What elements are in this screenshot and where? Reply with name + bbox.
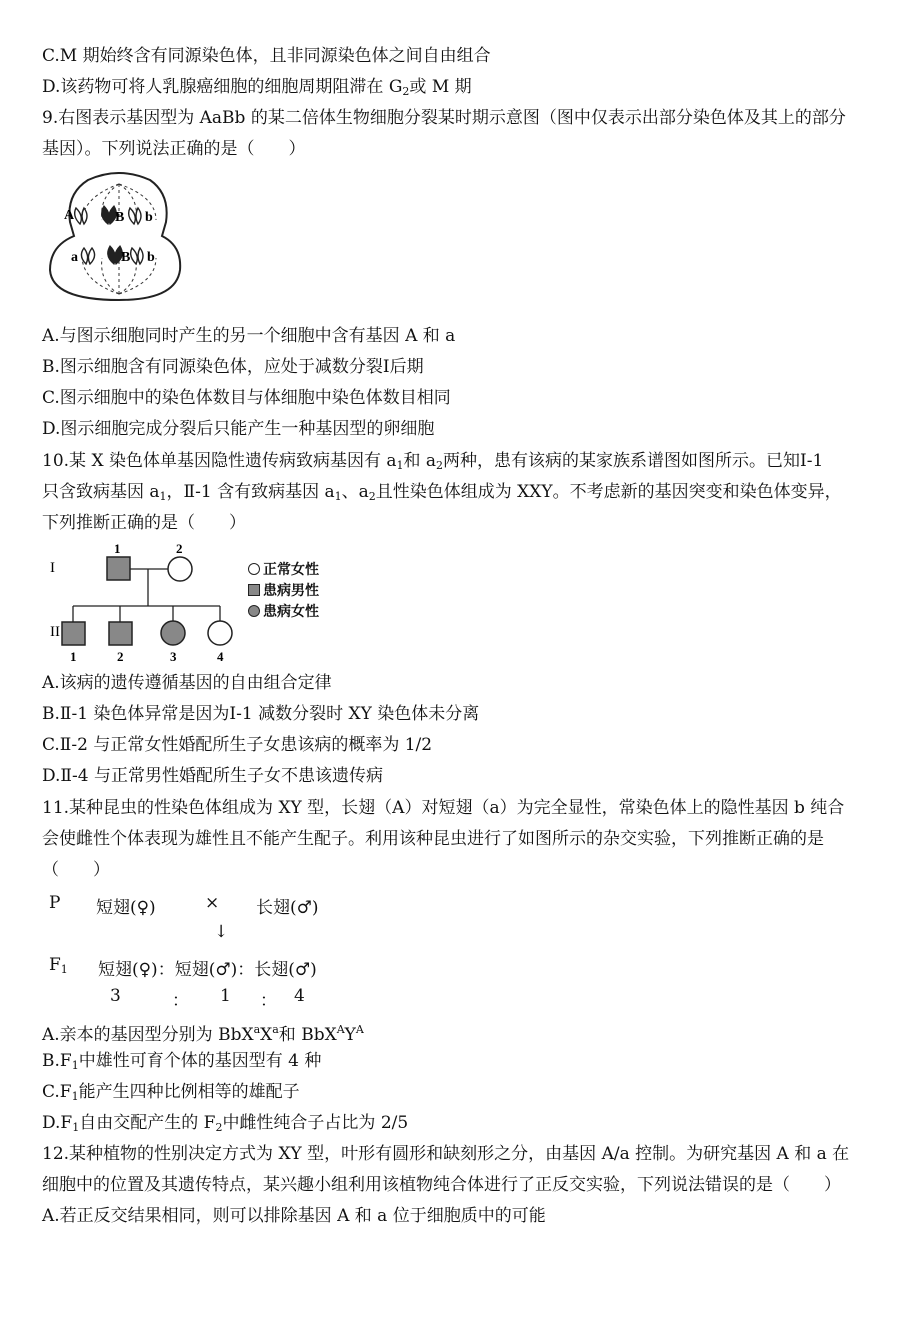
q11-stem-line-3: （ ） bbox=[42, 860, 110, 880]
q11-opt-a-x: X bbox=[260, 1025, 273, 1045]
cross-ratio-3: 4 bbox=[294, 986, 305, 1006]
q10-sub-a2: 2 bbox=[436, 459, 444, 472]
q10-stem-2c: 、a bbox=[341, 482, 369, 502]
q11-opt-b-sub: 1 bbox=[71, 1059, 79, 1072]
cross-ratio-2: 1 bbox=[220, 986, 231, 1006]
q8-option-d-tail: 或 M 期 bbox=[409, 77, 472, 97]
cross-p-female: 短翅(♀) bbox=[96, 898, 156, 918]
q10-sub-a1: 1 bbox=[396, 459, 404, 472]
gene-label-bottom-mid: B bbox=[121, 250, 131, 265]
q11-opt-c-post: 能产生四种比例相等的雄配子 bbox=[78, 1082, 300, 1102]
ii-2-affected-male bbox=[109, 622, 132, 645]
q10-option-d: D.Ⅱ-4 与正常男性婚配所生子女不患该遗传病 bbox=[42, 766, 383, 786]
q8-option-d-text: D.该药物可将人乳腺癌细胞的细胞周期阻滞在 G bbox=[42, 77, 403, 97]
g2-number-3: 3 bbox=[170, 649, 177, 664]
q11-opt-d-sub-1: 1 bbox=[72, 1121, 80, 1134]
gene-label-top-right: b bbox=[145, 210, 153, 225]
q9-stem-line-1: 9.右图表示基因型为 AaBb 的某二倍体生物细胞分裂某时期示意图（图中仅表示出部分染色体及其上的部分 bbox=[42, 108, 846, 128]
q11-opt-d-pre: D.F bbox=[42, 1113, 73, 1133]
q9-option-a: A.与图示细胞同时产生的另一个细胞中含有基因 A 和 a bbox=[42, 326, 456, 346]
q9-option-d: D.图示细胞完成分裂后只能产生一种基因型的卵细胞 bbox=[42, 419, 435, 439]
q11-stem-line-2: 会使雌性个体表现为雄性且不能产生配子。利用该种昆虫进行了如图所示的杂交实验，下列推断正确的是 bbox=[42, 829, 824, 849]
q11-opt-b-pre: B.F bbox=[42, 1051, 72, 1071]
chromosome-a-top bbox=[75, 208, 87, 224]
q10-stem-line-1 bbox=[42, 450, 823, 477]
gene-label-bottom-right: b bbox=[147, 250, 155, 265]
generation-label-1: I bbox=[50, 560, 55, 576]
q11-opt-c-pre: C.F bbox=[42, 1082, 72, 1102]
ii-3-affected-female bbox=[161, 621, 185, 645]
cross-f1-label bbox=[49, 955, 68, 976]
cross-ratio-1: 3 bbox=[110, 986, 121, 1006]
q11-opt-a-sup-2: a bbox=[272, 1023, 279, 1036]
ii-4-normal-female bbox=[208, 621, 232, 645]
gene-label-bottom-left: a bbox=[71, 250, 78, 265]
cross-p-label: P bbox=[49, 893, 61, 913]
cross-arrow: ↓ bbox=[214, 922, 229, 942]
q11-opt-d-mid: 自由交配产生的 F bbox=[79, 1113, 216, 1133]
q11-opt-c-sub: 1 bbox=[71, 1090, 79, 1103]
q12-option-a: A.若正反交结果相同，则可以排除基因 A 和 a 位于细胞质中的可能 bbox=[42, 1206, 546, 1226]
pedigree-chart bbox=[40, 540, 260, 666]
spindle-fibers bbox=[82, 184, 156, 294]
legend-affected-female-symbol bbox=[248, 605, 260, 617]
legend-affected-male-symbol bbox=[248, 584, 260, 596]
chromosome-b-small-top bbox=[129, 208, 141, 224]
q11-stem-line-1: 11.某种昆虫的性染色体组成为 XY 型，长翅（A）对短翅（a）为完全显性，常染色体上的隐性基因 b 纯合 bbox=[42, 798, 845, 818]
ii-1-affected-male bbox=[62, 622, 85, 645]
legend-affected-male-label: 患病男性 bbox=[263, 583, 319, 599]
q10-stem-2b: ，Ⅱ-1 含有致病基因 a bbox=[166, 482, 335, 502]
q11-opt-d-sub-2: 2 bbox=[215, 1121, 223, 1134]
generation-label-2: II bbox=[50, 624, 60, 640]
chromosome-b-small-bottom bbox=[131, 248, 143, 264]
q11-option-a-text: A.亲本的基因型分别为 BbX bbox=[42, 1025, 254, 1045]
gene-label-top-left: A bbox=[64, 208, 75, 223]
cross-f1-label-text: F bbox=[49, 955, 61, 975]
chromosome-a-bottom bbox=[81, 248, 94, 264]
q10-sub-a1-c: 1 bbox=[334, 490, 342, 503]
cross-ratio-colon-2: ： bbox=[260, 991, 277, 1011]
q11-opt-a-y: Y bbox=[344, 1025, 356, 1045]
q12-stem-line-1: 12.某种植物的性别决定方式为 XY 型，叶形有圆形和缺刻形之分，由基因 A/a 控制。为研究基因 A 和 a 在 bbox=[42, 1144, 850, 1164]
cross-times: × bbox=[205, 893, 220, 913]
q11-opt-b-post: 中雄性可育个体的基因型有 4 种 bbox=[78, 1051, 322, 1071]
cross-ratio-colon-1: ： bbox=[172, 991, 189, 1011]
legend-normal-female-label: 正常女性 bbox=[263, 562, 319, 578]
g2-number-2: 2 bbox=[117, 649, 124, 664]
q12-stem-line-2: 细胞中的位置及其遗传特点，某兴趣小组利用该植物纯合体进行了正反交实验，下列说法错误的是（ ） bbox=[42, 1175, 841, 1195]
q10-stem-2a: 只含致病基因 a bbox=[42, 482, 160, 502]
q11-opt-a-sup-4: A bbox=[355, 1023, 364, 1036]
q10-stem-line-2 bbox=[42, 481, 842, 508]
q10-sub-a2-b: 2 bbox=[368, 490, 376, 503]
cell-membrane bbox=[50, 173, 180, 300]
legend-affected-female bbox=[248, 601, 319, 621]
q10-option-a: A.该病的遗传遵循基因的自由组合定律 bbox=[42, 673, 332, 693]
cross-p-male: 长翅(♂) bbox=[256, 898, 319, 918]
cross-f1-subscript: 1 bbox=[60, 963, 68, 976]
q10-stem-2d: 且性染色体组成为 XXY。不考虑新的基因突变和染色体变异， bbox=[375, 482, 842, 502]
q11-option-a bbox=[42, 1019, 364, 1046]
legend-affected-female-label: 患病女性 bbox=[263, 604, 319, 620]
legend-normal-female-symbol bbox=[248, 563, 260, 575]
q10-option-c: C.Ⅱ-2 与正常女性婚配所生子女患该病的概率为 1/2 bbox=[42, 735, 433, 755]
cell-division-figure bbox=[44, 172, 194, 307]
i-1-affected-male bbox=[107, 557, 130, 580]
gene-label-top-mid: B bbox=[115, 210, 125, 225]
q11-option-b bbox=[42, 1050, 321, 1077]
q11-option-d bbox=[42, 1112, 408, 1139]
q10-sub-a1-b: 1 bbox=[159, 490, 167, 503]
q10-stem-line-3: 下列推断正确的是（ ） bbox=[42, 513, 246, 533]
g1-number-1: 1 bbox=[114, 541, 121, 556]
q8-option-d-subscript: 2 bbox=[402, 85, 410, 98]
q11-opt-d-post: 中雌性纯合子占比为 2/5 bbox=[222, 1113, 409, 1133]
legend-affected-male bbox=[248, 580, 319, 600]
g2-number-4: 4 bbox=[217, 649, 224, 664]
q11-opt-a-sup-1: a bbox=[253, 1023, 261, 1036]
g2-number-1: 1 bbox=[70, 649, 77, 664]
legend-normal-female bbox=[248, 559, 319, 579]
i-2-normal-female bbox=[168, 557, 192, 581]
q10-stem-1c: 两种，患有该病的某家族系谱图如图所示。已知Ⅰ-1 bbox=[443, 451, 824, 471]
q11-option-c bbox=[42, 1081, 300, 1108]
cross-f1-phenotypes: 短翅(♀)：短翅(♂)：长翅(♂) bbox=[98, 960, 317, 980]
g1-number-2: 2 bbox=[176, 541, 183, 556]
q10-option-b: B.Ⅱ-1 染色体异常是因为Ⅰ-1 减数分裂时 XY 染色体未分离 bbox=[42, 704, 480, 724]
q11-opt-a-mid: 和 BbX bbox=[278, 1025, 337, 1045]
q8-option-d bbox=[42, 76, 472, 103]
q9-option-b: B.图示细胞含有同源染色体，应处于减数分裂Ⅰ后期 bbox=[42, 357, 424, 377]
q11-opt-a-sup-3: A bbox=[336, 1023, 345, 1036]
q8-option-c: C.M 期始终含有同源染色体，且非同源染色体之间自由组合 bbox=[42, 46, 491, 66]
q9-option-c: C.图示细胞中的染色体数目与体细胞中染色体数目相同 bbox=[42, 388, 451, 408]
q10-stem-1a: 10.某 X 染色体单基因隐性遗传病致病基因有 a bbox=[42, 451, 397, 471]
q10-stem-1b: 和 a bbox=[403, 451, 437, 471]
q9-stem-line-2: 基因）。下列说法正确的是（ ） bbox=[42, 139, 306, 159]
